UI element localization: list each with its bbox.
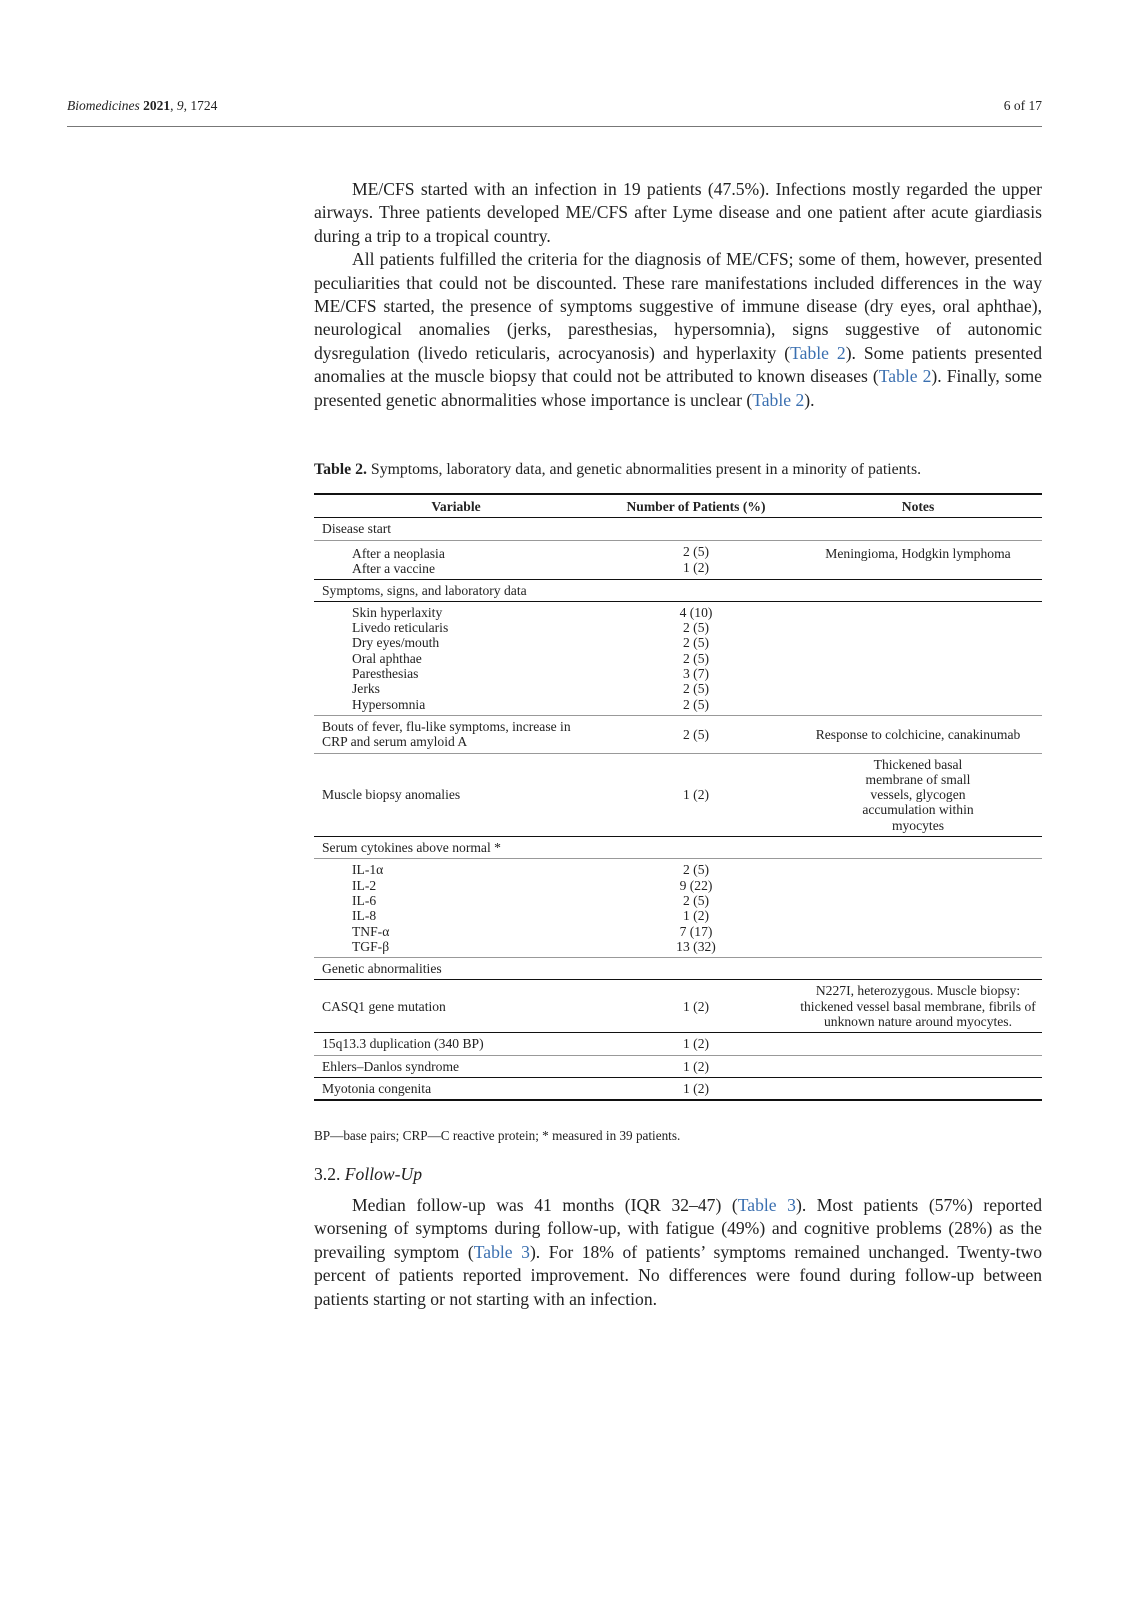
variable-cell: CASQ1 gene mutation: [314, 980, 598, 1033]
notes-cell: N227I, heterozygous. Muscle biopsy: thickened vessel basal membrane, fibrils of unknown nature around myocytes.: [794, 980, 1042, 1033]
table-caption: [314, 461, 1042, 479]
paragraph-text: ). Most patients (57%) reported worsening of symptoms during follow-up, with fatigue (49%) and cognitive problems (28%) as the prevailing symptom (: [314, 1195, 1042, 1262]
paragraph: [314, 248, 1042, 412]
group-label: Disease start: [322, 521, 392, 537]
paragraph-text: ). Some patients presented anomalies at the muscle biopsy that could not be attributed to known diseases (: [314, 342, 1042, 387]
notes-cell: Thickened basal membrane of small vessels, glycogen accumulation within myocytes: [794, 753, 1042, 836]
variable-cell: Myotonia congenita: [314, 1077, 598, 1100]
variable-cell: Skin hyperlaxity Livedo reticularis Dry eyes/mouth Oral aphthae Paresthesias Jerks Hypersomnia: [314, 601, 598, 715]
table-row: [314, 540, 1042, 579]
count-cell: 2 (5): [598, 715, 794, 753]
group-row: [314, 958, 1042, 980]
section-number: 3.2.: [314, 1164, 341, 1184]
count-cell: 4 (10) 2 (5) 2 (5) 2 (5) 3 (7) 2 (5) 2 (5): [598, 601, 794, 715]
count-cell: 2 (5) 1 (2): [598, 540, 794, 579]
paragraph-text: Median follow-up was 41 months (IQR 32–47) (: [352, 1195, 738, 1215]
count-cell: 1 (2): [598, 1055, 794, 1077]
table-link[interactable]: Table 2: [790, 342, 846, 363]
running-header: [67, 98, 1042, 127]
table-row: [314, 715, 1042, 753]
section-title: Follow-Up: [344, 1164, 423, 1184]
table-row: [314, 980, 1042, 1033]
variable-cell: 15q13.3 duplication (340 BP): [314, 1033, 598, 1055]
table-header-row: [314, 494, 1042, 518]
paragraph-text: ). For 18% of patients’ symptoms remained unchanged. Twenty-two percent of patients reported improvement. No differences were found during follow-up between patients starting or not starting with an infection.: [314, 1241, 1042, 1309]
count-cell: 1 (2): [598, 980, 794, 1033]
paragraph: [314, 1194, 1042, 1311]
journal-name: Biomedicines: [67, 98, 140, 113]
table-2: [314, 493, 1042, 1101]
count-cell: 2 (5) 9 (22) 2 (5) 1 (2) 7 (17) 13 (32): [598, 859, 794, 958]
table-row: [314, 1055, 1042, 1077]
table-row: [314, 859, 1042, 958]
variable-cell: IL-1α IL-2 IL-6 IL-8 TNF-α TGF-β: [314, 859, 598, 958]
results-text: [314, 178, 1042, 412]
notes-cell: Response to colchicine, canakinumab: [794, 715, 1042, 753]
variable-cell: Ehlers–Danlos syndrome: [314, 1055, 598, 1077]
column-header: Variable: [314, 494, 598, 518]
table-caption-text: Symptoms, laboratory data, and genetic abnormalities present in a minority of patients.: [370, 461, 922, 478]
table-link[interactable]: Table 2: [752, 389, 805, 410]
group-label: Genetic abnormalities: [314, 958, 598, 980]
count-cell: 1 (2): [598, 753, 794, 836]
paragraph-text: ). Finally, some presented genetic abnormalities whose importance is unclear (: [314, 366, 1042, 410]
variable-cell: After a neoplasia After a vaccine: [314, 540, 598, 579]
table-footnote: BP—base pairs; CRP—C reactive protein; * measured in 39 patients.: [314, 1128, 681, 1143]
table-row: [314, 601, 1042, 715]
paragraph: ME/CFS started with an infection in 19 patients (47.5%). Infections mostly regarded the upper airways. Three patients developed ME/CFS after Lyme disease and one patient after acute giardiasis during a trip to a tropical country.: [314, 179, 1042, 246]
table-row: [314, 1033, 1042, 1055]
section-heading: [314, 1164, 422, 1185]
table-link[interactable]: Table 3: [737, 1195, 796, 1215]
group-label: Serum cytokines above normal *: [314, 837, 598, 859]
table-row: [314, 753, 1042, 836]
group-label: Symptoms, signs, and laboratory data: [314, 579, 598, 601]
table-row: [314, 1077, 1042, 1100]
group-row: [314, 518, 1042, 540]
journal-volume: 9: [176, 98, 184, 113]
table-link[interactable]: Table 2: [878, 366, 932, 387]
table-label: Table 2.: [314, 461, 367, 478]
paragraph-text: All patients fulfilled the criteria for the diagnosis of ME/CFS; some of them, however, presented peculiarities that could not be discounted. These rare manifestations included differences in the way ME/CFS started, the presence of symptoms suggestive of immune disease (dry eyes, oral aphthae), neurological anomalies (jerks, paresthesias, hypersomnia), signs suggestive of autonomic dysregulation (livedo reticularis, acrocyanosis) and hyperlaxity (: [314, 249, 1042, 363]
journal-year: 2021: [143, 98, 171, 113]
count-cell: 1 (2): [598, 1077, 794, 1100]
variable-cell: Muscle biopsy anomalies: [314, 753, 598, 836]
group-row: [314, 837, 1042, 859]
journal-citation: Biomedicines 2021, 9, 1724: [67, 98, 218, 113]
group-row: [314, 579, 1042, 601]
column-header: Number of Patients (%): [598, 494, 794, 518]
paragraph-text: ).: [804, 389, 815, 410]
followup-text: [314, 1194, 1042, 1311]
page-number: 6 of 17: [1003, 98, 1042, 113]
count-cell: 1 (2): [598, 1033, 794, 1055]
article-number: 1724: [190, 98, 218, 113]
column-header: Notes: [794, 494, 1042, 518]
variable-cell: Bouts of fever, flu-like symptoms, increase in CRP and serum amyloid A: [314, 715, 598, 753]
notes-cell: Meningioma, Hodgkin lymphoma: [794, 540, 1042, 579]
table-link[interactable]: Table 3: [473, 1241, 530, 1262]
